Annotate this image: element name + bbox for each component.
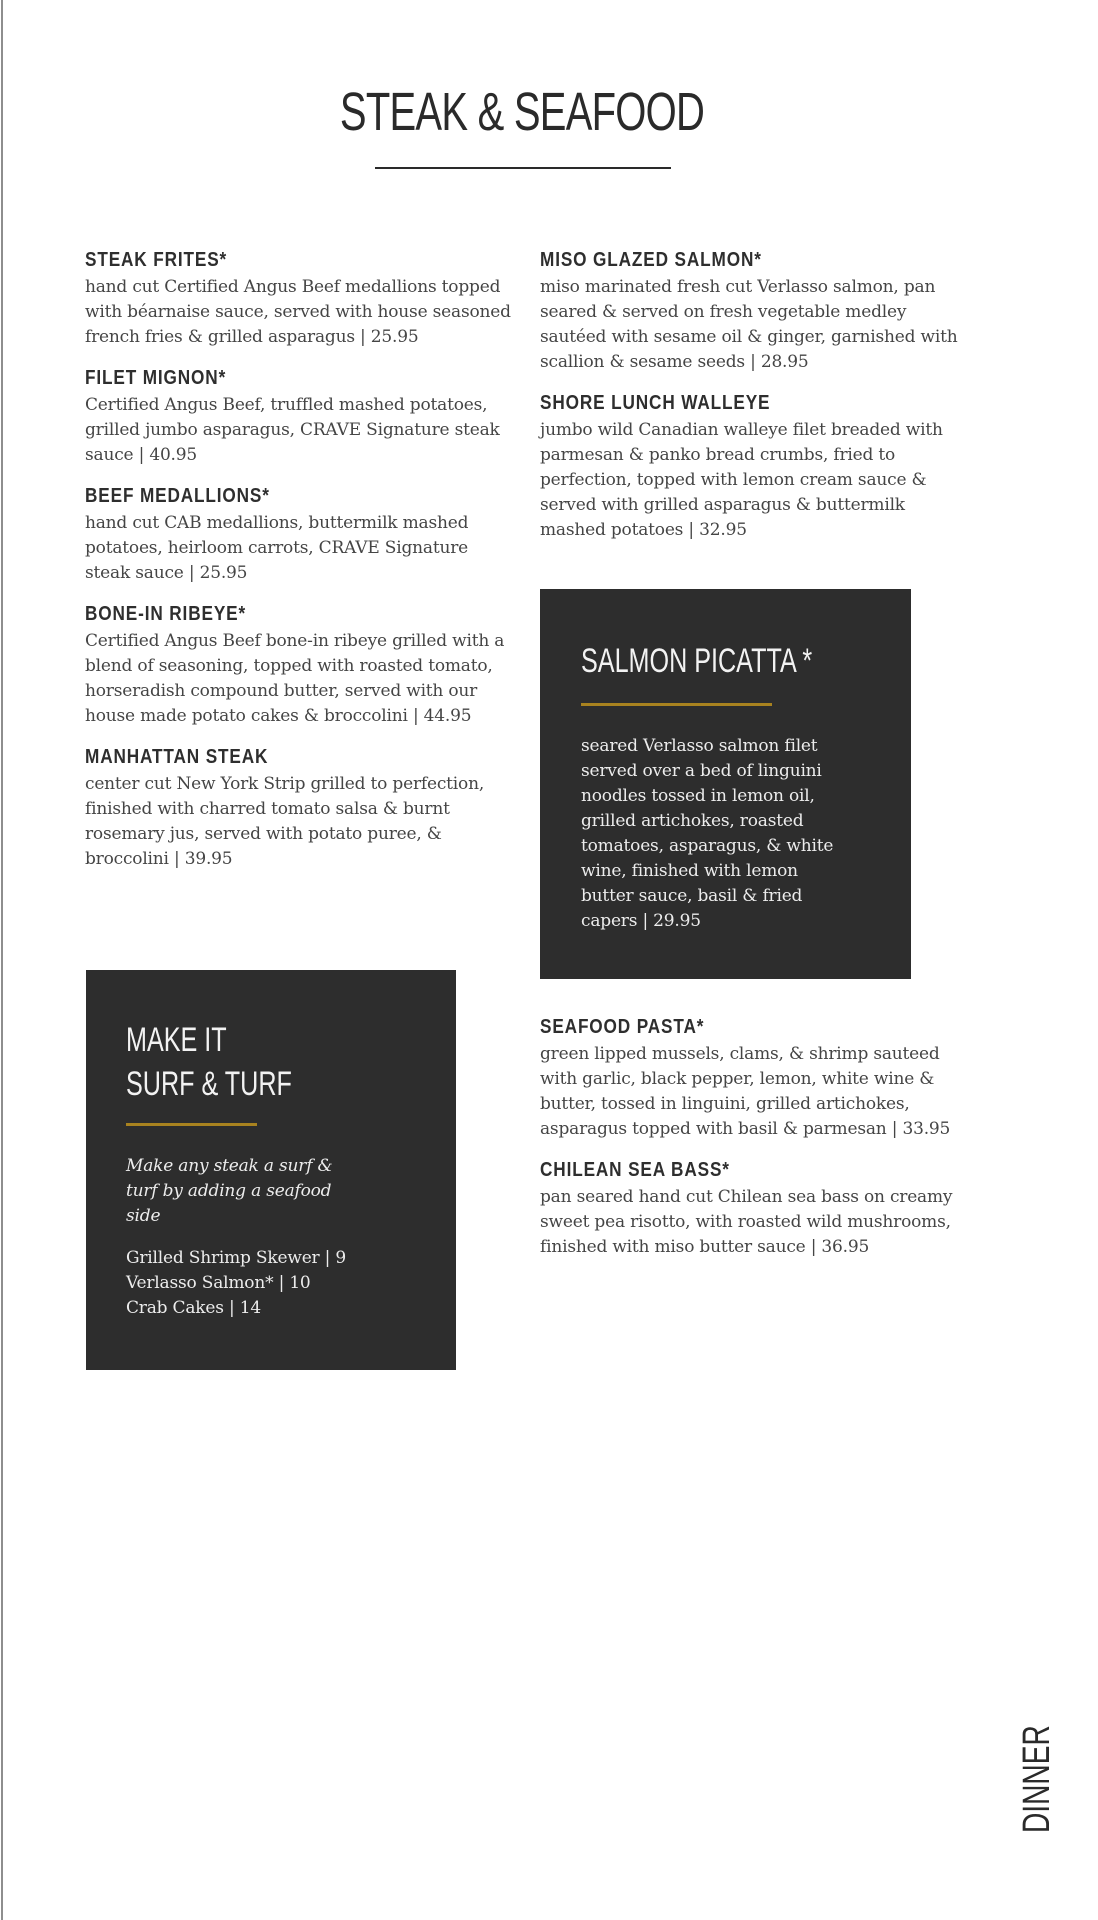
- menu-item-description: Certified Angus Beef bone-in ribeye grilled with a blend of seasoning, topped with roasted tomato, horseradish compound butter, served with our house made potato cakes & broccolini | 44.95: [85, 631, 505, 726]
- gold-divider: [581, 703, 772, 706]
- right-menu-column-lower: [540, 1013, 970, 1274]
- addon-item: Verlasso Salmon* | 10: [126, 1273, 311, 1293]
- surf-turf-addons: [126, 1246, 350, 1321]
- menu-item-description: jumbo wild Canadian walleye filet breaded with parmesan & panko bread crumbs, fried to perfection, topped with lemon cream sauce & served with grilled asparagus & buttermilk mashed potatoes | 32.95: [540, 420, 943, 540]
- section-tab-label: DINNER: [1016, 1725, 1058, 1833]
- menu-item-name: BEEF MEDALLIONS*: [85, 485, 270, 507]
- menu-item: [85, 743, 515, 872]
- menu-item: [85, 246, 515, 350]
- title-underline: [375, 167, 671, 169]
- menu-item-description: center cut New York Strip grilled to perfection, finished with charred tomato salsa & burnt rosemary jus, served with potato puree, & broccolini | 39.95: [85, 774, 485, 869]
- menu-item-name: MISO GLAZED SALMON*: [540, 249, 762, 271]
- addon-item: Crab Cakes | 14: [126, 1298, 261, 1318]
- left-menu-column: [85, 246, 515, 886]
- surf-and-turf-box: [86, 970, 456, 1370]
- right-menu-column: [540, 246, 970, 557]
- menu-item: [85, 482, 515, 586]
- feature-description: seared Verlasso salmon filet served over a bed of linguini noodles tossed in lemon oil, grilled artichokes, roasted tomatoes, asparagus, & white wine, finished with lemon butter sauce, basil & fried capers | 29.95: [581, 736, 834, 931]
- menu-item: [85, 600, 515, 729]
- menu-item: [540, 389, 970, 543]
- menu-item-name: BONE-IN RIBEYE*: [85, 603, 247, 625]
- menu-item-name: CHILEAN SEA BASS*: [540, 1159, 730, 1181]
- menu-item-description: pan seared hand cut Chilean sea bass on creamy sweet pea risotto, with roasted wild mushrooms, finished with miso butter sauce | 36.95: [540, 1187, 953, 1257]
- salmon-picatta-feature-box: [540, 589, 911, 979]
- menu-item-name: SHORE LUNCH WALLEYE: [540, 392, 771, 414]
- page-edge-rule: [1, 0, 3, 1920]
- feature-heading: SALMON PICATTA *: [581, 642, 813, 680]
- menu-item-description: hand cut Certified Angus Beef medallions topped with béarnaise sauce, served with house seasoned french fries & grilled asparagus | 25.95: [85, 277, 511, 347]
- surf-turf-heading-line1: MAKE IT: [126, 1021, 227, 1059]
- menu-item-name: STEAK FRITES*: [85, 249, 228, 271]
- addon-item: Grilled Shrimp Skewer | 9: [126, 1248, 347, 1268]
- menu-item-description: miso marinated fresh cut Verlasso salmon, pan seared & served on fresh vegetable medley sautéed with sesame oil & ginger, garnished with scallion & sesame seeds | 28.95: [540, 277, 958, 372]
- menu-item-description: hand cut CAB medallions, buttermilk mashed potatoes, heirloom carrots, CRAVE Signature steak sauce | 25.95: [85, 513, 469, 583]
- menu-item: [540, 246, 970, 375]
- menu-item-name: SEAFOOD PASTA*: [540, 1016, 705, 1038]
- menu-item: [85, 364, 515, 468]
- surf-turf-intro: Make any steak a surf & turf by adding a seafood side: [126, 1156, 333, 1226]
- gold-divider: [126, 1123, 257, 1126]
- menu-item-name: FILET MIGNON*: [85, 367, 227, 389]
- surf-turf-heading-line2: SURF & TURF: [126, 1065, 292, 1103]
- menu-item-description: Certified Angus Beef, truffled mashed potatoes, grilled jumbo asparagus, CRAVE Signature steak sauce | 40.95: [85, 395, 500, 465]
- menu-item: [540, 1013, 970, 1142]
- menu-item-description: green lipped mussels, clams, & shrimp sauteed with garlic, black pepper, lemon, white wine & butter, tossed in linguini, grilled artichokes, asparagus topped with basil & parmesan | 33.95: [540, 1044, 951, 1139]
- menu-item-name: MANHATTAN STEAK: [85, 746, 269, 768]
- menu-item: [540, 1156, 970, 1260]
- page-title: STEAK & SEAFOOD: [339, 82, 705, 142]
